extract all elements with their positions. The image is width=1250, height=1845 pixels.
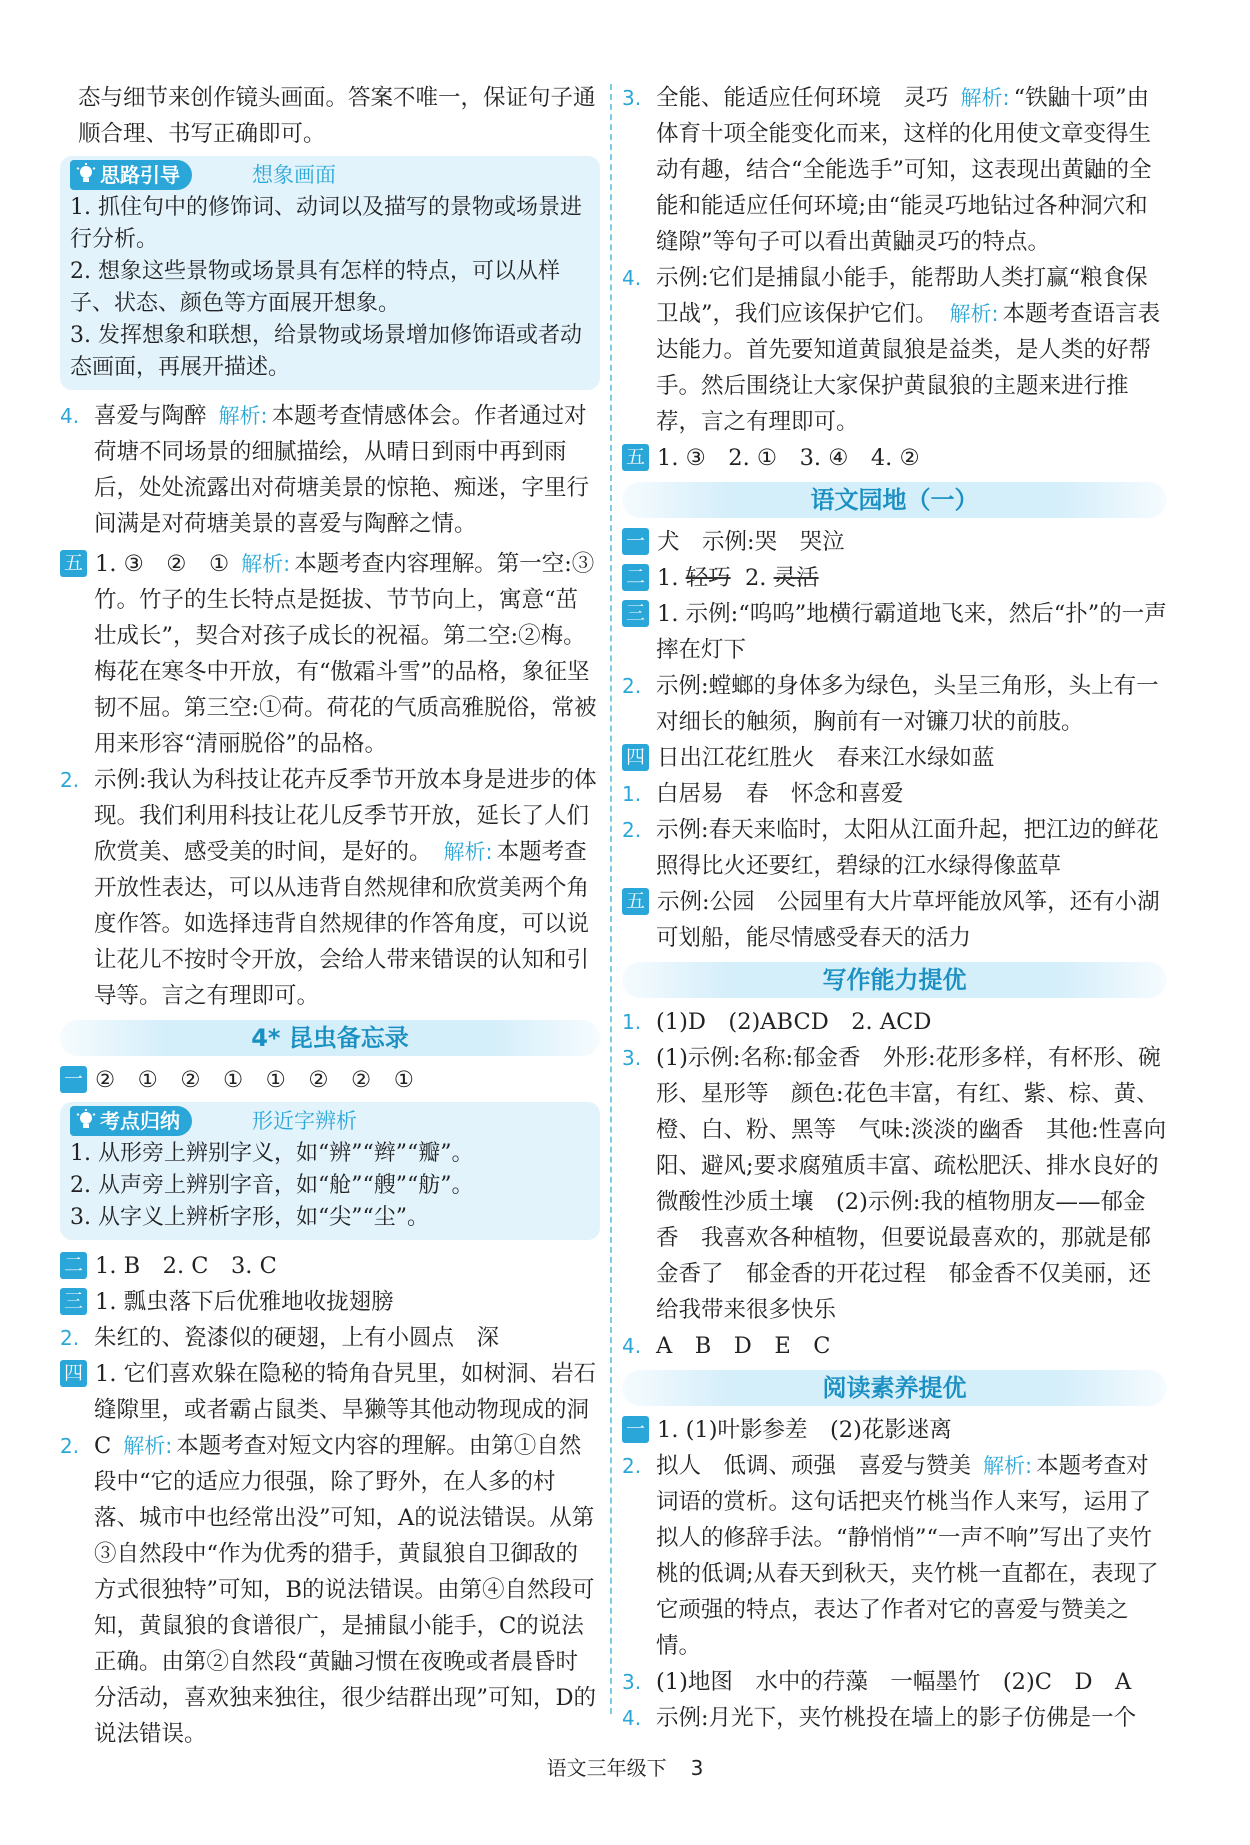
question-number: 1.	[622, 782, 642, 806]
page-footer	[0, 1752, 1250, 1781]
analysis-text: 本题考查对短文内容的理解。由第①自然段中“它的适应力很强，除了野外，在人多的村落、城市中也经常出没”可知，A的说法错误。从第③自然段中“作为优秀的猎手，黄鼠狼自卫御敌的方式很独特”可知，B的说法错误。由第④自然段可知，黄鼠狼的食谱很广，是捕鼠小能手，C的说法正确。由第②自然段“黄鼬习惯在夜晚或者晨昏时分活动，喜欢独来独往，很少结群出现”可知，D的说法错误。	[94, 1433, 597, 1747]
analysis-label: 解析:	[960, 86, 1010, 110]
hint-tag	[70, 1106, 192, 1136]
question-number: 3.	[622, 1670, 642, 1694]
column-divider	[610, 84, 612, 1714]
answer-text: 犬 示例:哭 哭泣	[657, 529, 845, 555]
section-3-q2	[60, 1320, 600, 1356]
analysis-text: 本题考查对词语的赏析。这句话把夹竹桃当作人来写，运用了拟人的修辞手法。“静悄悄”“一声不响”写出了夹竹桃的低调;从春天到秋天，夹竹桃一直都在，表现了它顽强的特点，表达了作者对它的喜爱与赞美之情。	[656, 1453, 1159, 1659]
answer-text: 白居易 春 怀念和喜爱	[656, 781, 904, 807]
hint-tag-label: 思路引导	[100, 163, 180, 187]
section-marker: 三	[60, 1288, 87, 1315]
answer-text: 全能、能适应任何环境 灵巧	[656, 85, 949, 111]
writing-title: 写作能力提优	[622, 962, 1167, 998]
answer-text: 示例:它们是捕鼠小能手，能帮助人类打赢“粮食保卫战”，我们应该保护它们。	[656, 265, 1148, 327]
answer-text: 拟人 低调、顽强 喜爱与赞美	[656, 1453, 972, 1479]
question-number: 4.	[622, 1334, 642, 1358]
footer-subject: 语文三年级下	[546, 1756, 667, 1780]
writing-q3	[622, 1040, 1167, 1328]
writing-q4	[622, 1328, 1167, 1364]
analysis-label: 解析:	[241, 552, 291, 576]
lightbulb-icon	[76, 1109, 96, 1133]
reading-section-1	[622, 1412, 1167, 1448]
hint-box-thinking	[60, 156, 600, 390]
section-marker: 五	[60, 550, 87, 577]
analysis-text: “铁鼬十项”由体育十项全能变化而来，这样的化用使文章变得生动有趣，结合“全能选手”可知，这表现出黄鼬的全能和能适应任何环境;由“能灵巧地钻过各种洞穴和缝隙”等句子可以看出黄鼬灵巧的特点。	[656, 85, 1152, 255]
question-number: 2.	[622, 1454, 642, 1478]
right-column	[622, 80, 1167, 1736]
hint-item: 3. 从字义上辨析字形，如“尖”“尘”。	[70, 1205, 429, 1230]
answer-text: 轻巧	[685, 565, 731, 591]
analysis-text: 本题考查语言表达能力。首先要知道黄鼠狼是益类，是人类的好帮手。然后围绕让大家保护黄鼠狼的主题来进行推荐，言之有理即可。	[656, 301, 1161, 435]
section-marker: 五	[622, 888, 649, 915]
hint-box-points	[60, 1102, 600, 1240]
question-number: 2.	[60, 768, 80, 792]
garden-section-4	[622, 740, 1167, 776]
section-marker: 四	[60, 1360, 87, 1387]
question-number: 2.	[60, 1434, 80, 1458]
intro-text: 态与细节来创作镜头画面。答案不唯一，保证句子通顺合理、书写正确即可。	[78, 85, 596, 147]
hint-item: 3. 发挥想象和联想，给景物或场景增加修饰语或者动态画面，再展开描述。	[70, 323, 582, 380]
answer-text: 1. (1)叶影参差 (2)花影迷离	[657, 1417, 952, 1443]
question-number: 2.	[622, 674, 642, 698]
garden-section-1	[622, 524, 1167, 560]
question-number: 2.	[60, 1326, 80, 1350]
section-marker: 三	[622, 600, 649, 627]
answer-q3	[622, 80, 1167, 260]
garden-section-3	[622, 596, 1167, 668]
question-number: 2.	[744, 565, 767, 591]
hint-subtitle: 形近字辨析	[252, 1109, 357, 1133]
hint-subtitle: 想象画面	[252, 163, 336, 187]
answer-text: 1. B 2. C 3. C	[95, 1253, 277, 1279]
question-number: 4.	[60, 404, 80, 428]
answer-text: 示例:公园 公园里有大片草坪能放风筝，还有小湖可划船，能尽情感受春天的活力	[656, 889, 1160, 951]
lightbulb-icon	[76, 163, 96, 187]
answer-text: 1. 瓢虫落下后优雅地收拢翅膀	[95, 1289, 394, 1315]
garden-section-4-q1	[622, 776, 1167, 812]
reading-q4	[622, 1700, 1167, 1736]
section-3-answer	[60, 1284, 600, 1320]
analysis-label: 解析:	[949, 302, 999, 326]
answer-text: 1. ③ ② ①	[95, 551, 230, 577]
question-number: 3.	[622, 86, 642, 110]
analysis-label: 解析:	[123, 1434, 173, 1458]
answer-q2	[60, 762, 600, 1014]
section-marker: 一	[622, 1416, 649, 1443]
reading-q2	[622, 1448, 1167, 1664]
section-2-answer	[60, 1248, 600, 1284]
hint-item: 1. 从形旁上辨别字义，如“辨”“辫”“瓣”。	[70, 1141, 474, 1166]
answer-text: 朱红的、瓷漆似的硬翅，上有小圆点 深	[94, 1325, 500, 1351]
section-marker: 二	[622, 564, 649, 591]
answer-text: C	[94, 1433, 112, 1459]
section-5-answer	[622, 440, 1167, 476]
hint-tag	[70, 160, 192, 190]
hint-item: 1. 抓住句中的修饰词、动词以及描写的景物或场景进行分析。	[70, 195, 582, 252]
answer-text: 1. 示例:“呜呜”地横行霸道地飞来，然后“扑”的一声摔在灯下	[656, 601, 1167, 663]
answer-text: 示例:月光下，夹竹桃投在墙上的影子仿佛是一个	[656, 1705, 1137, 1731]
question-number: 1.	[622, 1010, 642, 1034]
answer-text: 示例:春天来临时，太阳从江面升起，把江边的鲜花照得比火还要红，碧绿的江水绿得像蓝草	[656, 817, 1159, 879]
answer-text: 示例:我认为科技让花卉反季节开放本身是进步的体现。我们利用科技让花儿反季节开放，延长了人们欣赏美、感受美的时间，是好的。	[94, 767, 597, 865]
analysis-label: 解析:	[443, 840, 493, 864]
question-number: 2.	[622, 818, 642, 842]
section-1-answer	[60, 1062, 600, 1098]
section-marker: 四	[622, 744, 649, 771]
answer-text: 灵活	[773, 565, 819, 591]
answer-text: 1. ③ 2. ① 3. ④ 4. ②	[657, 445, 920, 471]
analysis-label: 解析:	[218, 404, 268, 428]
question-number: 1.	[657, 565, 679, 591]
writing-q1	[622, 1004, 1167, 1040]
garden-section-4-q2	[622, 812, 1167, 884]
section-marker: 一	[60, 1066, 87, 1093]
analysis-text: 本题考查情感体会。作者通过对荷塘不同场景的细腻描绘，从晴日到雨中再到雨后，处处流露出对荷塘美景的惊艳、痴迷，字里行间满是对荷塘美景的喜爱与陶醉之情。	[94, 403, 590, 537]
section-4-answer	[60, 1356, 600, 1428]
answer-text: 日出江花红胜火 春来江水绿如蓝	[657, 745, 995, 771]
lesson-title: 4* 昆虫备忘录	[60, 1020, 600, 1056]
hint-item: 2. 想象这些景物或场景具有怎样的特点，可以从样子、状态、颜色等方面展开想象。	[70, 259, 560, 316]
garden-title: 语文园地（一）	[622, 482, 1167, 518]
hint-item: 2. 从声旁上辨别字音，如“舱”“艘”“舫”。	[70, 1173, 474, 1198]
section-marker: 二	[60, 1252, 87, 1279]
answer-text: 喜爱与陶醉	[94, 403, 207, 429]
answer-text: (1)D (2)ABCD 2. ACD	[656, 1009, 932, 1035]
question-number: 4.	[622, 1706, 642, 1730]
left-column	[60, 80, 600, 1752]
answer-text: 1. 它们喜欢躲在隐秘的犄角旮旯里，如树洞、岩石缝隙里，或者霸占鼠类、旱獭等其他动物现成的洞	[94, 1361, 597, 1423]
reading-title: 阅读素养提优	[622, 1370, 1167, 1406]
page-number: 3	[690, 1756, 704, 1780]
question-number: 3.	[622, 1046, 642, 1070]
section-marker: 五	[622, 444, 649, 471]
answer-q4	[622, 260, 1167, 440]
answer-text: (1)地图 水中的荇藻 一幅墨竹 (2)C D A	[656, 1669, 1132, 1695]
answer-text: ② ① ② ① ① ② ② ①	[95, 1067, 414, 1093]
section-marker: 一	[622, 528, 649, 555]
garden-section-5	[622, 884, 1167, 956]
answer-q4	[60, 398, 600, 542]
garden-section-2	[622, 560, 1167, 596]
analysis-label: 解析:	[983, 1454, 1033, 1478]
analysis-text: 本题考查内容理解。第一空:③竹。竹子的生长特点是挺拔、节节向上，寓意“茁壮成长”，契合对孩子成长的祝福。第二空:②梅。梅花在寒冬中开放，有“傲霜斗雪”的品格，象征坚韧不屈。第三空:①荷。荷花的气质高雅脱俗，常被用来形容“清丽脱俗”的品格。	[94, 551, 597, 757]
question-number: 4.	[622, 266, 642, 290]
section-5-answer	[60, 546, 600, 762]
answer-text: A B D E C	[656, 1333, 831, 1359]
answer-text: 示例:螳螂的身体多为绿色，头呈三角形，头上有一对细长的触须，胸前有一对镰刀状的前肢。	[656, 673, 1159, 735]
reading-q3	[622, 1664, 1167, 1700]
analysis-text: 本题考查开放性表达，可以从违背自然规律和欣赏美两个角度作答。如选择违背自然规律的作答角度，可以说让花儿不按时令开放，会给人带来错误的认知和引导等。言之有理即可。	[94, 839, 590, 1009]
section-4-q2	[60, 1428, 600, 1752]
garden-section-3-q2	[622, 668, 1167, 740]
answer-text: (1)示例:名称:郁金香 外形:花形多样，有杯形、碗形、星形等 颜色:花色丰富，有红、紫、棕、黄、橙、白、粉、黑等 气味:淡淡的幽香 其他:性喜向阳、避风;要求腐殖质丰富、疏松肥沃、排水良好的微酸性沙质土壤 (2)示例:我的植物朋友——郁金香 我喜欢各种植物，但要说最喜欢的，那就是郁金香了 郁金香的开花过程 郁金香不仅美丽，还给我带来很多快乐	[656, 1045, 1167, 1323]
hint-tag-label: 考点归纳	[100, 1109, 180, 1133]
